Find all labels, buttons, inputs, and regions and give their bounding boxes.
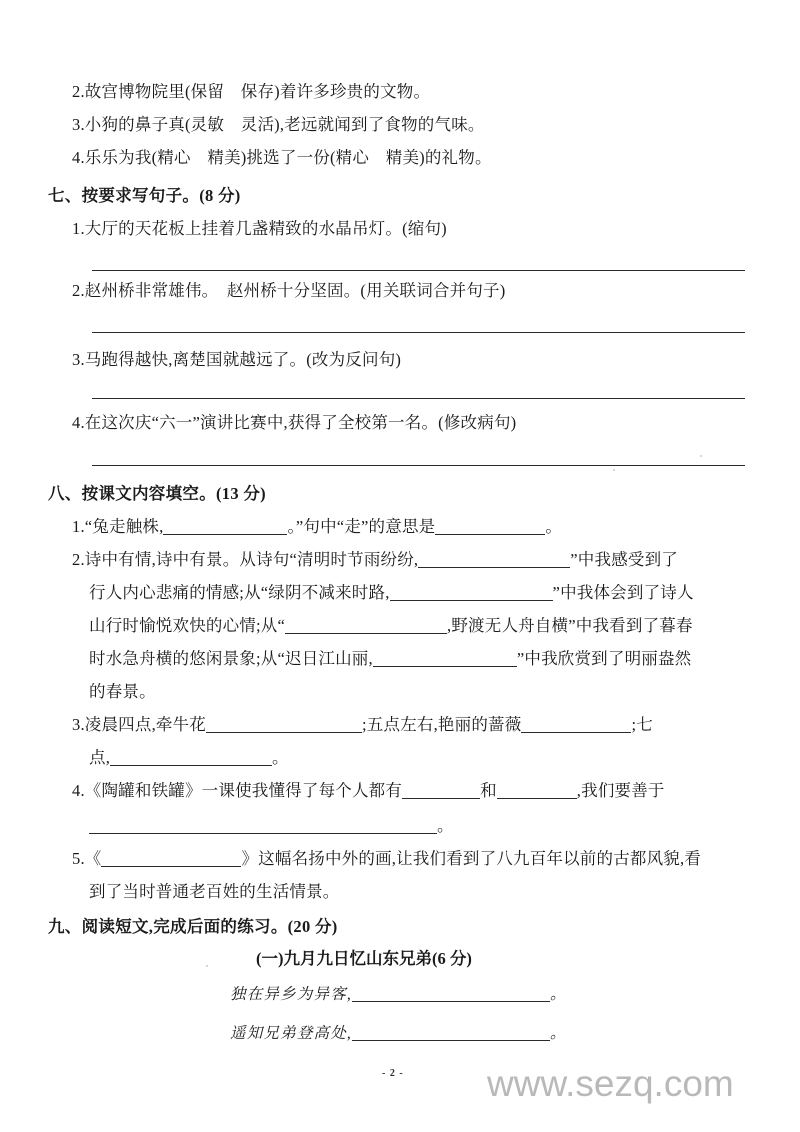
question-text: 故宫博物院里(保留 保存)着许多珍贵的文物。 bbox=[84, 82, 431, 101]
question-number: 3. bbox=[72, 350, 85, 369]
list-item bbox=[72, 84, 430, 101]
blank-field[interactable] bbox=[521, 718, 631, 733]
question-number: 1. bbox=[72, 219, 85, 238]
list-item bbox=[72, 117, 485, 134]
list-item bbox=[72, 150, 492, 167]
poem-line-text: 遥知兄弟登高处, bbox=[230, 1025, 352, 1042]
fill-blank-item-4-line-1 bbox=[72, 783, 665, 800]
poem-line bbox=[230, 987, 567, 1003]
answer-line[interactable] bbox=[92, 398, 745, 399]
answer-line[interactable] bbox=[92, 332, 745, 333]
fill-blank-item-1 bbox=[72, 519, 562, 536]
poem-line bbox=[230, 1026, 567, 1042]
blank-field[interactable] bbox=[373, 652, 517, 667]
question-text: 》这幅名扬中外的画,让我们看到了八九百年以前的古都风貌,看 bbox=[241, 849, 702, 868]
question-text: ;七 bbox=[631, 715, 653, 734]
poem-line-tail: 。 bbox=[549, 1025, 567, 1042]
blank-field[interactable] bbox=[352, 987, 550, 1002]
blank-field[interactable] bbox=[163, 520, 287, 535]
section-heading-eight bbox=[48, 486, 266, 503]
passage-title-text: (一)九月九日忆山东兄弟 bbox=[256, 949, 432, 968]
list-item bbox=[72, 415, 516, 432]
question-text: 赵州桥非常雄伟。 赵州桥十分坚固。(用关联词合并句子) bbox=[84, 281, 506, 300]
section-eight-points: (13 分) bbox=[216, 484, 266, 503]
question-text: 《 bbox=[84, 849, 102, 868]
scan-speck bbox=[613, 469, 615, 471]
scan-speck bbox=[700, 455, 702, 457]
question-text: 。 bbox=[272, 748, 289, 767]
section-seven-points: (8 分) bbox=[199, 186, 241, 205]
question-number: 1. bbox=[72, 517, 85, 536]
question-number: 2. bbox=[72, 82, 85, 101]
fill-blank-item-2-line-4 bbox=[89, 651, 691, 668]
question-text: ”中我体会到了诗人 bbox=[552, 583, 694, 602]
fill-blank-item-2-line-3 bbox=[89, 618, 693, 635]
question-text: 乐乐为我(精心 精美)挑选了一份(精心 精美)的礼物。 bbox=[84, 148, 492, 167]
blank-field[interactable] bbox=[418, 553, 570, 568]
question-text: 《陶罐和铁罐》一课使我懂得了每个人都有 bbox=[84, 781, 403, 800]
question-text-b: 。”句中“走”的意思是 bbox=[287, 517, 436, 536]
question-text: 大厅的天花板上挂着几盏精致的水晶吊灯。(缩句) bbox=[84, 219, 447, 238]
question-text: 马跑得越快,离楚国就越远了。(改为反问句) bbox=[84, 350, 402, 369]
blank-field[interactable] bbox=[101, 852, 241, 867]
question-text: 在这次庆“六一”演讲比赛中,获得了全校第一名。(修改病句) bbox=[84, 413, 517, 432]
question-text-a: “兔走触株, bbox=[84, 517, 164, 536]
question-number: 2. bbox=[72, 550, 85, 569]
question-text: 时水急舟横的悠闲景象;从“迟日江山丽, bbox=[89, 649, 373, 668]
passage-points: (6 分) bbox=[432, 949, 472, 968]
fill-blank-item-3-line-1 bbox=[72, 717, 653, 734]
fill-blank-item-2-line-2 bbox=[89, 585, 694, 602]
question-text: ,野渡无人舟自横”中我看到了暮春 bbox=[447, 616, 693, 635]
fill-blank-item-5-line-1 bbox=[72, 851, 701, 868]
question-text: ”中我欣赏到了明丽盎然 bbox=[516, 649, 692, 668]
blank-field[interactable] bbox=[435, 520, 545, 535]
list-item bbox=[72, 352, 401, 369]
question-text: 行人内心悲痛的情感;从“绿阴不减来时路, bbox=[89, 583, 390, 602]
question-text: ”中我感受到了 bbox=[570, 550, 678, 569]
blank-field[interactable] bbox=[206, 718, 362, 733]
question-text: 。 bbox=[437, 816, 454, 835]
list-item bbox=[72, 283, 505, 300]
question-text: 凌晨四点,牵牛花 bbox=[84, 715, 207, 734]
question-text: 点, bbox=[89, 748, 111, 767]
question-text-c: 。 bbox=[545, 517, 563, 536]
watermark: www.sezq.com bbox=[487, 1063, 734, 1104]
section-eight-title: 八、按课文内容填空。 bbox=[48, 484, 216, 503]
page-number: - 2 - bbox=[382, 1068, 404, 1079]
question-number: 4. bbox=[72, 781, 85, 800]
question-text: 小狗的鼻子真(灵敏 灵活),老远就闻到了食物的气味。 bbox=[84, 115, 485, 134]
question-text: 山行时愉悦欢快的心情;从“ bbox=[89, 616, 286, 635]
section-seven-title: 七、按要求写句子。 bbox=[48, 186, 200, 205]
poem-line-tail: 。 bbox=[549, 986, 567, 1003]
fill-blank-item-5-line-2 bbox=[89, 884, 340, 901]
blank-field[interactable] bbox=[402, 784, 480, 799]
poem-line-text: 独在异乡为异客, bbox=[230, 986, 352, 1003]
fill-blank-item-2-line-5 bbox=[89, 684, 156, 701]
section-nine-points: (20 分) bbox=[287, 917, 338, 936]
blank-field[interactable] bbox=[285, 619, 447, 634]
question-text: 诗中有情,诗中有景。从诗句“清明时节雨纷纷, bbox=[84, 550, 419, 569]
section-heading-nine bbox=[48, 919, 338, 936]
question-text: 到了当时普通老百姓的生活情景。 bbox=[89, 882, 340, 901]
list-item bbox=[72, 221, 447, 238]
answer-line[interactable] bbox=[92, 270, 745, 271]
question-number: 2. bbox=[72, 281, 85, 300]
blank-field[interactable] bbox=[390, 586, 553, 601]
blank-field[interactable] bbox=[89, 819, 437, 834]
fill-blank-item-2-line-1 bbox=[72, 552, 678, 569]
fill-blank-item-4-line-2 bbox=[89, 818, 454, 835]
passage-title bbox=[256, 951, 472, 968]
question-number: 5. bbox=[72, 849, 85, 868]
question-number: 3. bbox=[72, 715, 85, 734]
blank-field[interactable] bbox=[497, 784, 577, 799]
fill-blank-item-3-line-2 bbox=[89, 750, 289, 767]
scan-speck bbox=[206, 965, 208, 967]
question-number: 4. bbox=[72, 413, 85, 432]
section-nine-title: 九、阅读短文,完成后面的练习。 bbox=[48, 917, 288, 936]
question-number: 3. bbox=[72, 115, 85, 134]
question-text: ,我们要善于 bbox=[576, 781, 665, 800]
section-heading-seven bbox=[48, 188, 241, 205]
question-text: 和 bbox=[480, 781, 497, 800]
blank-field[interactable] bbox=[352, 1026, 550, 1041]
question-text: 的春景。 bbox=[89, 682, 156, 701]
question-text: ;五点左右,艳丽的蔷薇 bbox=[362, 715, 522, 734]
blank-field[interactable] bbox=[110, 751, 272, 766]
question-number: 4. bbox=[72, 148, 85, 167]
answer-line[interactable] bbox=[92, 465, 745, 466]
